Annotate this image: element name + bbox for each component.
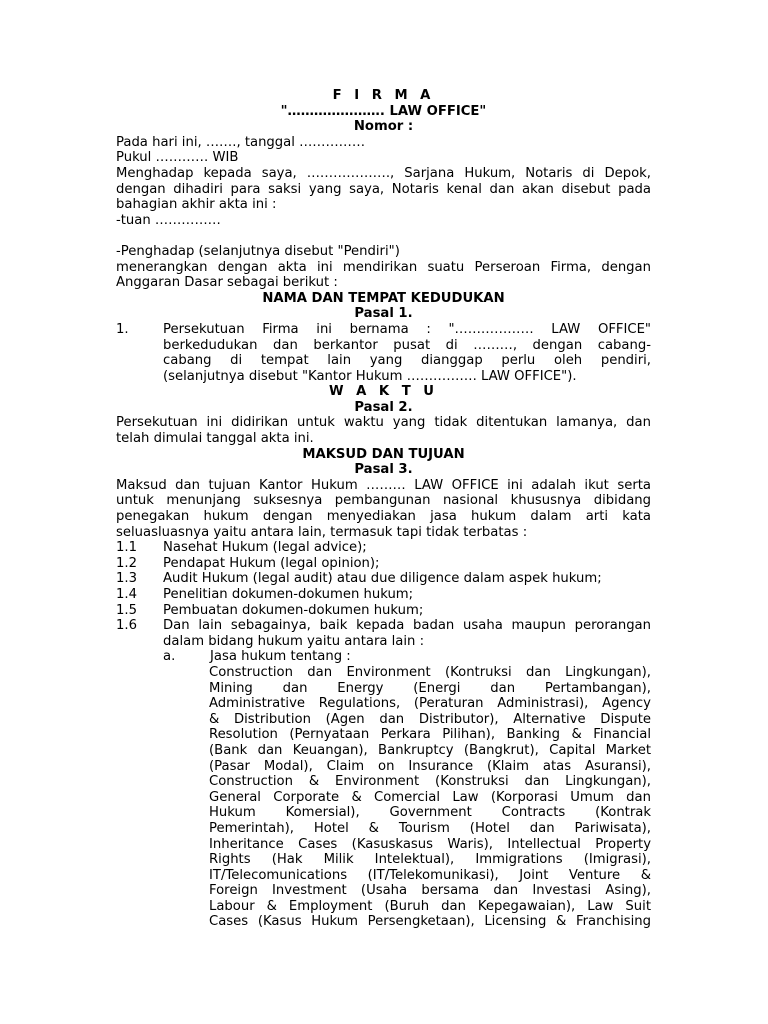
paragraph-line: seluasluasnya yaitu antara lain, termasuk tapi tidak terbatas : xyxy=(116,524,528,540)
numbered-item xyxy=(116,556,651,572)
item-number: 1. xyxy=(116,321,129,337)
opening-line: -Penghadap (selanjutnya disebut "Pendiri") xyxy=(116,243,400,259)
opening-line: Pada hari ini, ……., tanggal …………… xyxy=(116,134,366,150)
paragraph-line: Persekutuan ini didirikan untuk waktu yang tidak ditentukan lamanya, dan xyxy=(116,415,651,431)
opening-line: Anggaran Dasar sebagai berikut : xyxy=(116,275,338,291)
service-line: Foreign Investment (Usaha bersama dan Investasi Asing), xyxy=(209,883,651,899)
item-text: Audit Hukum (legal audit) atau due diligence dalam aspek hukum; xyxy=(163,571,602,587)
service-line: (Pasar Modal), Claim on Insurance (Klaim atas Asuransi), xyxy=(209,758,651,774)
item-text: Persekutuan Firma ini bernama : "……………… LAW OFFICE" xyxy=(163,321,651,337)
paragraph-line: penegakan hukum dengan menyediakan jasa hukum dalam arti kata xyxy=(116,509,651,525)
service-line: Hukum Komersial), Government Contracts (Kontrak xyxy=(209,805,651,821)
section-heading: W A K T U xyxy=(328,384,439,400)
service-line: General Corporate & Comercial Law (Korporasi Umum dan xyxy=(209,789,651,805)
service-line: Labour & Employment (Buruh dan Kepegawaian), Law Suit xyxy=(209,898,651,914)
opening-line: bahagian akhir akta ini : xyxy=(116,197,277,213)
pasal-heading: Pasal 1. xyxy=(354,306,413,322)
item-text: dalam bidang hukum yaitu antara lain : xyxy=(163,633,425,649)
item-text: cabang di tempat lain yang dianggap perlu oleh pendiri, xyxy=(163,353,651,369)
sub-item-label: Jasa hukum tentang : xyxy=(210,649,351,665)
blank-line xyxy=(116,228,651,244)
numbered-item xyxy=(116,571,651,587)
item-number: 1.2 xyxy=(116,555,137,571)
item-number: 1.5 xyxy=(116,602,137,618)
opening-line: Menghadap kepada saya, ………………., Sarjana Hukum, Notaris di Depok, xyxy=(116,165,651,181)
item-text: Pembuatan dokumen-dokumen hukum; xyxy=(163,602,424,618)
item-text: berkedudukan dan berkantor pusat di ………, dengan cabang- xyxy=(163,337,651,353)
numbered-item xyxy=(116,587,651,603)
service-line: IT/Telecomunications (IT/Telekomunikasi), Joint Venture & xyxy=(209,867,651,883)
pasal-heading: Pasal 2. xyxy=(354,399,413,415)
pasal-heading: Pasal 3. xyxy=(354,462,413,478)
service-line: Construction & Environment (Konstruksi dan Lingkungan), xyxy=(209,774,651,790)
paragraph-line: untuk menunjang suksesnya pembangunan nasional khususnya dibidang xyxy=(116,493,651,509)
item-text: (selanjutnya disebut "Kantor Hukum ……………. LAW OFFICE"). xyxy=(163,368,577,384)
item-number: 1.1 xyxy=(116,540,137,556)
service-line: Rights (Hak Milik Intelektual), Immigrations (Imigrasi), xyxy=(209,852,651,868)
item-text: Nasehat Hukum (legal advice); xyxy=(163,540,367,556)
item-text: Penelitian dokumen-dokumen hukum; xyxy=(163,587,414,602)
document-title: F I R M A xyxy=(332,88,435,103)
numbered-item xyxy=(116,322,651,384)
item-text: Pendapat Hukum (legal opinion); xyxy=(163,555,380,571)
opening-line: -tuan …………… xyxy=(116,212,221,228)
service-line: Administrative Regulations, (Peraturan Administrasi), Agency xyxy=(209,696,651,712)
numbered-item xyxy=(116,618,651,649)
nomor-label: Nomor : xyxy=(353,119,414,135)
firm-name: "…………………. LAW OFFICE" xyxy=(280,103,487,119)
numbered-item xyxy=(116,603,651,619)
opening-line: dengan dihadiri para saksi yang saya, Notaris kenal dan akan disebut pada xyxy=(116,181,651,197)
section-heading: MAKSUD DAN TUJUAN xyxy=(302,446,465,462)
opening-line: Pukul ………… WIB xyxy=(116,150,239,166)
item-number: 1.3 xyxy=(116,571,137,587)
paragraph-line: Maksud dan tujuan Kantor Hukum ……… LAW OFFICE ini adalah ikut serta xyxy=(116,477,651,493)
service-line: Construction dan Environment (Kontruksi dan Lingkungan), xyxy=(209,664,651,680)
service-line: (Bank dan Keuangan), Bankruptcy (Bangkrut), Capital Market xyxy=(209,742,651,758)
service-line: & Distribution (Agen dan Distributor), Alternative Dispute xyxy=(209,711,651,727)
document-page xyxy=(116,88,651,930)
item-number: 1.4 xyxy=(116,587,137,602)
sub-item xyxy=(163,649,651,665)
section-heading: NAMA DAN TEMPAT KEDUDUKAN xyxy=(262,290,505,306)
services-list xyxy=(209,665,651,930)
item-text: Dan lain sebagainya, baik kepada badan usaha maupun perorangan xyxy=(163,618,651,634)
sub-item-letter: a. xyxy=(163,649,176,665)
numbered-item xyxy=(116,540,651,556)
service-line: Pemerintah), Hotel & Tourism (Hotel dan Pariwisata), xyxy=(209,820,651,836)
paragraph-line: telah dimulai tanggal akta ini. xyxy=(116,431,314,447)
opening-line: menerangkan dengan akta ini mendirikan suatu Perseroan Firma, dengan xyxy=(116,259,651,275)
service-line: Resolution (Pernyataan Perkara Pilihan), Banking & Financial xyxy=(209,727,651,743)
service-line: Cases (Kasus Hukum Persengketaan), Licensing & Franchising xyxy=(209,914,651,930)
item-number: 1.6 xyxy=(116,618,137,634)
service-line: Mining dan Energy (Energi dan Pertambangan), xyxy=(209,680,651,696)
service-line: Inheritance Cases (Kasuskasus Waris), Intellectual Property xyxy=(209,836,651,852)
